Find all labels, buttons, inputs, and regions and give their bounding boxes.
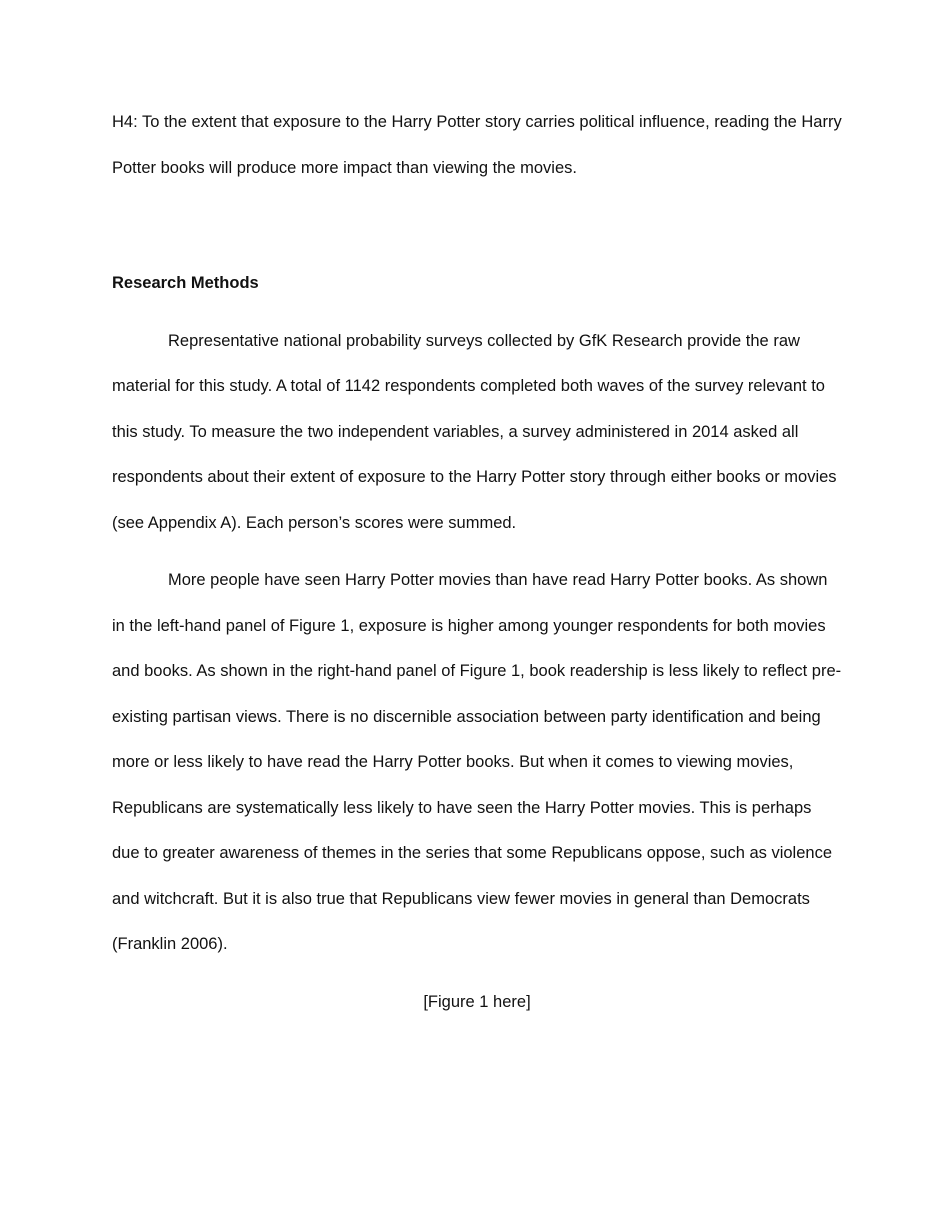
document-page (112, 100, 842, 1025)
section-heading: Research Methods (112, 274, 259, 292)
hypothesis-h4: H4: To the extent that exposure to the Harry Potter story carries political influence, reading the Harry Potter books will produce more impact than viewing the movies. (112, 113, 842, 177)
figure-placeholder: [Figure 1 here] (423, 992, 531, 1011)
paragraph-1: Representative national probability surveys collected by GfK Research provide the raw material for this study. A total of 1142 respondents completed both waves of the survey relevant to this study. To measure the two independent variables, a survey administered in 2014 asked all respondents about their extent of exposure to the Harry Potter story through either books or movies (see Appendix A). Each person’s scores were summed. (112, 331, 837, 532)
paragraph-2: More people have seen Harry Potter movies than have read Harry Potter books. As shown in the left-hand panel of Figure 1, exposure is higher among younger respondents for both movies and books. As shown in the right-hand panel of Figure 1, book readership is less likely to reflect pre-existing partisan views. There is no discernible association between party identification and being more or less likely to have read the Harry Potter books. But when it comes to viewing movies, Republicans are systematically less likely to have seen the Harry Potter movies. This is perhaps due to greater awareness of themes in the series that some Republicans oppose, such as violence and witchcraft. But it is also true that Republicans view fewer movies in general than Democrats (Franklin 2006). (112, 571, 842, 953)
